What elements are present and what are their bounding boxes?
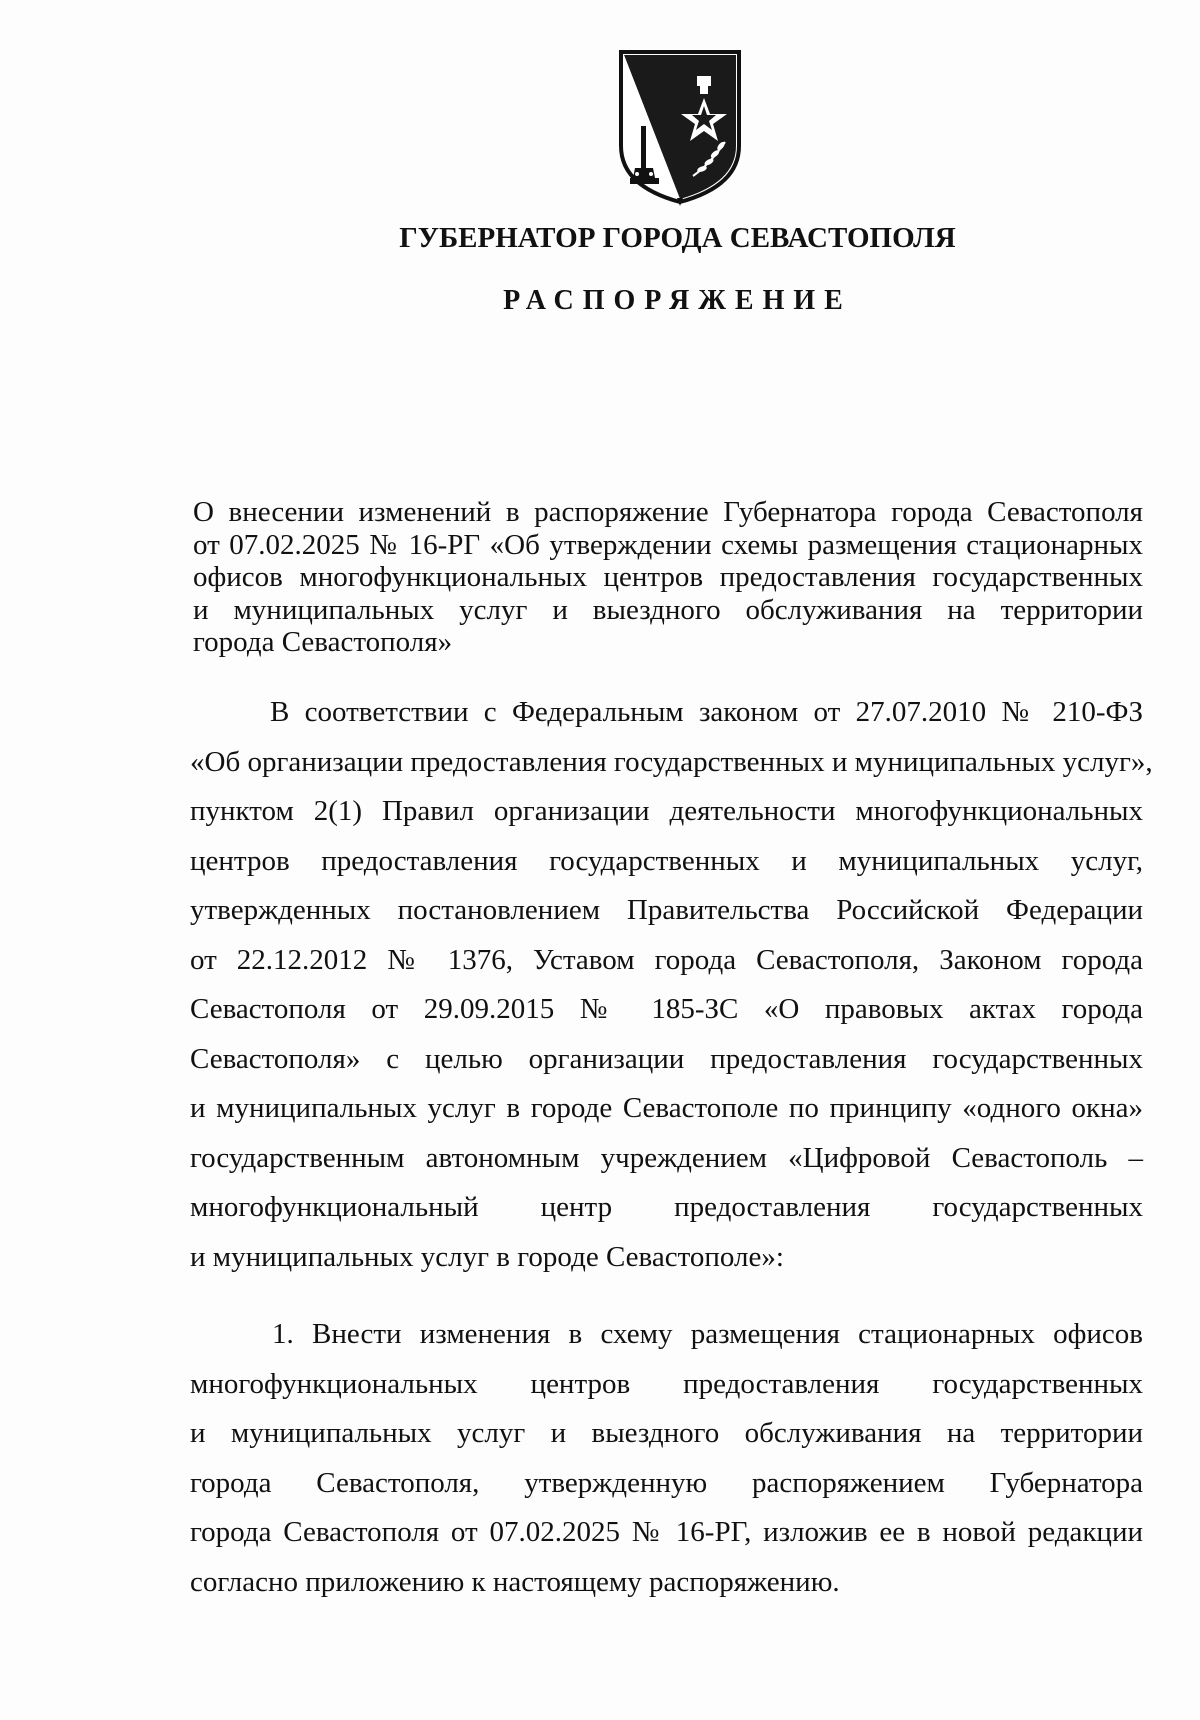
preamble-line: утвержденных постановлением Правительства Российской Федерации	[190, 894, 1143, 926]
preamble-line: государственным автономным учреждением «Цифровой Севастополь –	[190, 1141, 1143, 1174]
preamble-line: В соответствии с Федеральным законом от 27.07.2010 № 210-ФЗ	[270, 696, 1143, 728]
document-type-title: РАСПОРЯЖЕНИЕ	[503, 285, 852, 316]
sevastopol-coat-of-arms-icon	[615, 46, 745, 206]
subject-line: от 07.02.2025 № 16-РГ «Об утверждении схемы размещения стационарных	[193, 528, 1143, 561]
item-1-line: и муниципальных услуг и выездного обслуживания на территории	[190, 1417, 1143, 1449]
preamble-line: многофункциональный центр предоставления государственных	[190, 1191, 1143, 1223]
preamble-line: Севастополя от 29.09.2015 № 185-ЗС «О правовых актах города	[190, 993, 1143, 1025]
preamble-paragraph	[190, 688, 1153, 1282]
preamble-line: центров предоставления государственных и муниципальных услуг,	[190, 844, 1143, 877]
preamble-line: Севастополя» с целью организации предоставления государственных	[190, 1042, 1143, 1075]
preamble-line: пунктом 2(1) Правил организации деятельности многофункциональных	[190, 795, 1143, 827]
subject-line: офисов многофункциональных центров предоставления государственных	[193, 561, 1143, 593]
item-1-line: 1. Внести изменения в схему размещения стационарных офисов	[272, 1318, 1143, 1350]
preamble-line: и муниципальных услуг в городе Севастополе»:	[190, 1240, 784, 1273]
item-1-line: многофункциональных центров предоставления государственных	[190, 1367, 1143, 1400]
preamble-line: от 22.12.2012 № 1376, Уставом города Севастополя, Законом города	[190, 943, 1143, 976]
authority-title: ГУБЕРНАТОР ГОРОДА СЕВАСТОПОЛЯ	[399, 222, 956, 254]
subject-line: О внесении изменений в распоряжение Губернатора города Севастополя	[193, 496, 1143, 528]
item-1-line: города Севастополя от 07.02.2025 № 16-РГ, изложив ее в новой редакции	[190, 1516, 1143, 1548]
item-1-line: согласно приложению к настоящему распоряжению.	[190, 1565, 840, 1598]
item-1-line: города Севастополя, утвержденную распоряжением Губернатора	[190, 1466, 1143, 1499]
preamble-line: «Об организации предоставления государственных и муниципальных услуг»,	[190, 745, 1153, 778]
item-1-paragraph	[190, 1310, 1143, 1607]
preamble-line: и муниципальных услуг в городе Севастополе по принципу «одного окна»	[190, 1092, 1143, 1124]
subject-line: города Севастополя»	[193, 626, 453, 658]
document-subject	[193, 496, 1143, 659]
subject-line: и муниципальных услуг и выездного обслуживания на территории	[193, 593, 1143, 626]
